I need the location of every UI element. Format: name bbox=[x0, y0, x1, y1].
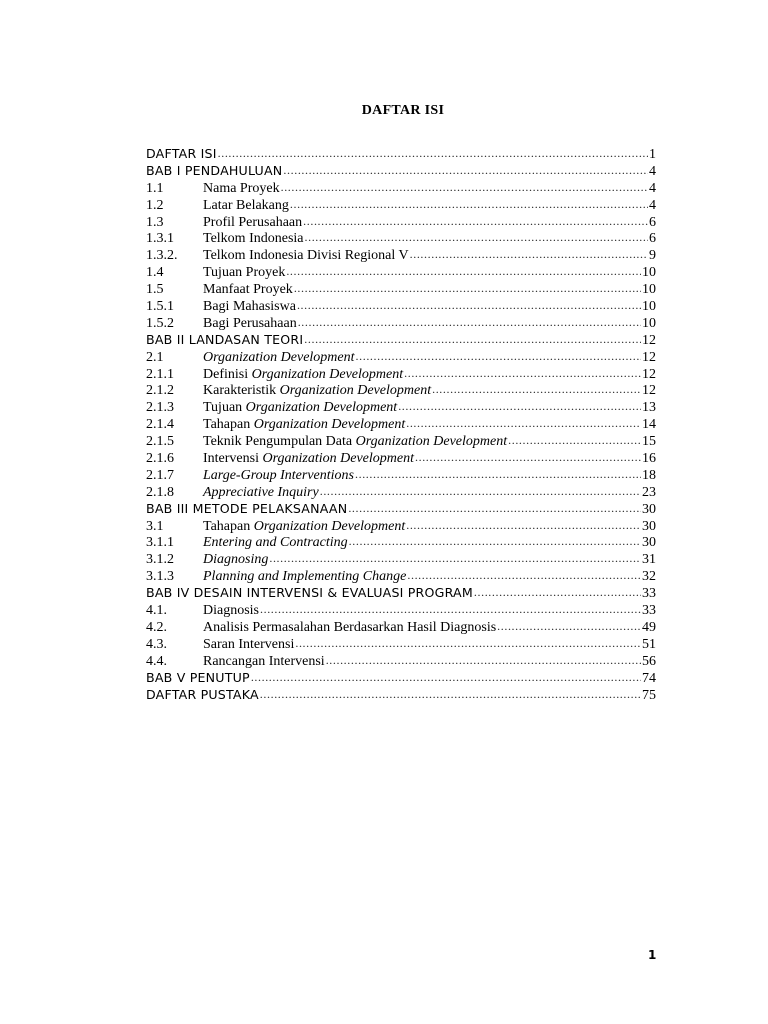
toc-dot-leader bbox=[508, 432, 641, 449]
toc-entry-page: 12 bbox=[642, 332, 656, 348]
toc-dot-leader bbox=[297, 297, 641, 314]
toc-entry-title-part: BAB I PENDAHULUAN bbox=[146, 162, 283, 178]
toc-dot-leader bbox=[286, 263, 641, 280]
toc-entry-page: 30 bbox=[642, 518, 656, 534]
toc-entry-title-part: Teknik Pengumpulan Data bbox=[203, 434, 356, 450]
toc-dot-leader bbox=[260, 686, 641, 703]
toc-entry-number: 1.4 bbox=[146, 265, 164, 281]
toc-entry bbox=[146, 687, 656, 704]
toc-entry-title bbox=[203, 316, 297, 333]
toc-entry-page: 14 bbox=[642, 417, 656, 433]
toc-entry-title-part: Large-Group Interventions bbox=[203, 467, 354, 483]
page-title: DAFTAR ISI bbox=[361, 103, 445, 118]
toc-entry-page: 31 bbox=[642, 552, 656, 568]
toc-entry-title-part: BAB IV DESAIN INTERVENSI & EVALUASI PROGRAM bbox=[146, 585, 473, 601]
toc-entry bbox=[146, 551, 656, 568]
toc-entry bbox=[146, 349, 656, 366]
toc-entry-title-part: Organization Development bbox=[245, 400, 398, 416]
toc-entry-title bbox=[203, 299, 296, 316]
toc-dot-leader bbox=[404, 365, 641, 382]
toc-entry-number: 2.1.6 bbox=[146, 451, 174, 467]
toc-dot-leader bbox=[294, 280, 641, 297]
toc-entry-title-part: DAFTAR PUSTAKA bbox=[146, 686, 259, 702]
toc-entry-title bbox=[203, 485, 319, 502]
toc-entry-page: 12 bbox=[642, 349, 656, 365]
toc-entry-title-part: Organization Development bbox=[253, 518, 406, 534]
toc-entry-title-part: Nama Proyek bbox=[203, 180, 280, 196]
toc-entry-title bbox=[203, 417, 405, 434]
toc-entry-page: 51 bbox=[642, 636, 656, 652]
toc-dot-leader bbox=[281, 179, 648, 196]
toc-entry bbox=[146, 230, 656, 247]
toc-entry-title-part: Rancangan Intervensi bbox=[203, 653, 325, 669]
toc-entry-title-part: BAB V PENUTUP bbox=[146, 669, 250, 685]
toc-entry bbox=[146, 585, 656, 602]
toc-entry-number: 3.1.1 bbox=[146, 535, 174, 551]
toc-entry-title-part: Karakteristik bbox=[203, 383, 280, 399]
toc-entry-number: 1.1 bbox=[146, 180, 164, 196]
toc-entry bbox=[146, 180, 656, 197]
toc-dot-leader bbox=[283, 162, 648, 179]
toc-entry-number: 2.1.4 bbox=[146, 417, 174, 433]
toc-dot-leader bbox=[290, 196, 648, 213]
toc-chapter-title bbox=[146, 501, 347, 518]
toc-entry-title-part: BAB II LANDASAN TEORI bbox=[146, 331, 304, 347]
toc-entry bbox=[146, 501, 656, 518]
toc-dot-leader bbox=[474, 584, 641, 601]
toc-entry bbox=[146, 366, 656, 383]
page-number: 1 bbox=[648, 948, 657, 962]
toc-dot-leader bbox=[303, 213, 648, 230]
toc-entry-page: 32 bbox=[642, 569, 656, 585]
toc-entry bbox=[146, 163, 656, 180]
toc-chapter-title bbox=[146, 670, 250, 687]
toc-chapter-title bbox=[146, 332, 303, 349]
toc-dot-leader bbox=[398, 398, 641, 415]
toc-entry-page: 12 bbox=[642, 366, 656, 382]
toc-entry-title bbox=[203, 350, 355, 367]
toc-dot-leader bbox=[305, 229, 649, 246]
toc-entry bbox=[146, 602, 656, 619]
toc-dot-leader bbox=[298, 314, 641, 331]
toc-entry-number: 2.1 bbox=[146, 349, 164, 365]
toc-entry-title-part: Entering and Contracting bbox=[203, 535, 348, 551]
toc-entry bbox=[146, 670, 656, 687]
toc-entry-title bbox=[203, 231, 304, 248]
toc-dot-leader bbox=[415, 449, 641, 466]
toc-entry-title-part: Organization Development bbox=[253, 417, 406, 433]
toc-entry-page: 10 bbox=[642, 265, 656, 281]
toc-entry-number: 2.1.3 bbox=[146, 400, 174, 416]
toc-entry-title-part: Bagi Mahasiswa bbox=[203, 299, 296, 315]
toc-entry-number: 1.5.1 bbox=[146, 299, 174, 315]
toc-entry-page: 1 bbox=[649, 147, 656, 162]
toc-entry-title-part: Organization Development bbox=[355, 434, 508, 450]
toc-entry-page: 6 bbox=[649, 214, 656, 230]
toc-entry bbox=[146, 146, 656, 163]
toc-entry bbox=[146, 619, 656, 636]
toc-entry bbox=[146, 433, 656, 450]
toc-dot-leader bbox=[348, 500, 641, 517]
toc-entry-title bbox=[203, 637, 294, 654]
toc-entry bbox=[146, 399, 656, 416]
toc-entry-page: 13 bbox=[642, 400, 656, 416]
toc-dot-leader bbox=[251, 669, 641, 686]
toc-entry-title-part: Organization Development bbox=[203, 349, 355, 365]
toc-entry-number: 4.2. bbox=[146, 619, 167, 635]
toc-dot-leader bbox=[432, 381, 641, 398]
toc-entry-page: 33 bbox=[642, 603, 656, 619]
toc-entry-page: 16 bbox=[642, 451, 656, 467]
toc-entry bbox=[146, 636, 656, 653]
toc-entry-title-part: Diagnosis bbox=[203, 603, 259, 619]
toc-entry-title-part: Planning and Implementing Change bbox=[203, 569, 407, 585]
toc-entry-title bbox=[203, 265, 285, 282]
toc-entry-title bbox=[203, 198, 289, 215]
toc-entry bbox=[146, 281, 656, 298]
toc-entry-page: 23 bbox=[642, 484, 656, 500]
toc-dot-leader bbox=[406, 517, 641, 534]
toc-entry bbox=[146, 298, 656, 315]
toc-entry bbox=[146, 450, 656, 467]
toc-chapter-title bbox=[146, 146, 217, 163]
toc-entry-title-part: Tujuan Proyek bbox=[203, 265, 286, 281]
toc-dot-leader bbox=[295, 635, 641, 652]
toc-entry-title-part: Profil Perusahaan bbox=[203, 214, 303, 230]
toc-entry-number: 2.1.5 bbox=[146, 434, 174, 450]
toc-entry-title-part: Analisis Permasalahan Berdasarkan Hasil Diagnosis bbox=[203, 619, 497, 635]
toc-entry-title-part: Definisi bbox=[203, 366, 252, 382]
toc-entry-number: 4.1. bbox=[146, 603, 167, 619]
toc-dot-leader bbox=[355, 466, 641, 483]
toc-entry-page: 33 bbox=[642, 586, 656, 602]
toc-dot-leader bbox=[406, 415, 641, 432]
toc-entry bbox=[146, 247, 656, 264]
toc-entry-number: 3.1.2 bbox=[146, 552, 174, 568]
toc-entry bbox=[146, 518, 656, 535]
toc-entry-number: 2.1.1 bbox=[146, 366, 174, 382]
toc-entry bbox=[146, 332, 656, 349]
toc-entry-title-part: Manfaat Proyek bbox=[203, 282, 293, 298]
toc-entry bbox=[146, 416, 656, 433]
toc-entry-title-part: Organization Development bbox=[251, 366, 404, 382]
toc-entry-page: 18 bbox=[642, 467, 656, 483]
toc-entry-title-part: Diagnosing bbox=[203, 552, 269, 568]
toc-entry bbox=[146, 653, 656, 670]
toc-entry-title bbox=[203, 383, 431, 400]
toc-entry-page: 15 bbox=[642, 434, 656, 450]
toc-entry-title-part: Tahapan bbox=[203, 518, 254, 534]
toc-entry-number: 1.5.2 bbox=[146, 315, 174, 331]
toc-entry bbox=[146, 197, 656, 214]
toc-entry-number: 2.1.8 bbox=[146, 484, 174, 500]
toc-entry-number: 3.1.3 bbox=[146, 569, 174, 585]
toc-entry-title-part: Organization Development bbox=[279, 383, 432, 399]
toc-dot-leader bbox=[349, 533, 641, 550]
toc-entry-title-part: Appreciative Inquiry bbox=[203, 484, 319, 500]
toc-entry-number: 1.3.1 bbox=[146, 231, 174, 247]
toc-entry bbox=[146, 467, 656, 484]
toc-entry-page: 10 bbox=[642, 299, 656, 315]
toc-entry-page: 74 bbox=[642, 670, 656, 686]
toc-dot-leader bbox=[356, 348, 641, 365]
toc-entry bbox=[146, 534, 656, 551]
toc-entry-page: 10 bbox=[642, 315, 656, 331]
toc-entry-number: 1.2 bbox=[146, 197, 164, 213]
toc-entry bbox=[146, 214, 656, 231]
toc-entry-title-part: BAB III METODE PELAKSANAAN bbox=[146, 500, 348, 516]
toc-entry-number: 4.4. bbox=[146, 653, 167, 669]
toc-entry-page: 9 bbox=[649, 248, 656, 264]
toc-entry-page: 49 bbox=[642, 619, 656, 635]
toc-entry-title-part: Bagi Perusahaan bbox=[203, 315, 297, 331]
toc-chapter-title bbox=[146, 163, 282, 180]
toc-chapter-title bbox=[146, 585, 473, 602]
toc-entry-title bbox=[203, 367, 403, 384]
toc-entry-title bbox=[203, 552, 268, 569]
toc-entry-page: 6 bbox=[649, 231, 656, 247]
toc-dot-leader bbox=[304, 331, 641, 348]
toc-dot-leader bbox=[326, 652, 641, 669]
toc-entry-number: 3.1 bbox=[146, 518, 164, 534]
toc-entry-number: 2.1.7 bbox=[146, 467, 174, 483]
toc-entry-page: 4 bbox=[649, 197, 656, 213]
toc-entry-title bbox=[203, 282, 293, 299]
toc-entry-title bbox=[203, 400, 397, 417]
toc-entry bbox=[146, 568, 656, 585]
toc-entry-number: 1.3 bbox=[146, 214, 164, 230]
toc-dot-leader bbox=[497, 618, 641, 635]
toc-entry-number: 1.5 bbox=[146, 282, 164, 298]
toc-dot-leader bbox=[269, 550, 641, 567]
toc-entry-page: 30 bbox=[642, 501, 656, 517]
toc-entry bbox=[146, 315, 656, 332]
toc-entry-title-part: Telkom Indonesia Divisi Regional V bbox=[203, 248, 409, 264]
toc-entry-title bbox=[203, 603, 259, 620]
toc-entry-title-part: Tahapan bbox=[203, 417, 254, 433]
toc-dot-leader bbox=[218, 145, 648, 162]
toc-entry-page: 75 bbox=[642, 687, 656, 703]
toc-entry-page: 4 bbox=[649, 180, 656, 196]
toc-entry-page: 10 bbox=[642, 282, 656, 298]
toc-entry-number: 1.3.2. bbox=[146, 248, 178, 264]
toc-entry bbox=[146, 484, 656, 501]
toc-entry-page: 4 bbox=[649, 163, 656, 179]
toc-entry-page: 12 bbox=[642, 383, 656, 399]
toc-dot-leader bbox=[410, 246, 648, 263]
toc-entry bbox=[146, 264, 656, 281]
toc-entry bbox=[146, 382, 656, 399]
toc-entry-title-part: Telkom Indonesia bbox=[203, 231, 304, 247]
toc-entry-title bbox=[203, 215, 302, 232]
toc-chapter-title bbox=[146, 687, 259, 704]
toc-dot-leader bbox=[320, 483, 641, 500]
toc-entry-title bbox=[203, 181, 280, 198]
toc-entry-title-part: Saran Intervensi bbox=[203, 636, 295, 652]
table-of-contents bbox=[146, 146, 656, 703]
toc-entry-title-part: DAFTAR ISI bbox=[146, 146, 217, 161]
toc-entry-number: 2.1.2 bbox=[146, 383, 174, 399]
toc-entry-title bbox=[203, 569, 406, 586]
toc-entry-title-part: Organization Development bbox=[262, 451, 414, 467]
toc-entry-title-part: Latar Belakang bbox=[203, 197, 289, 213]
toc-dot-leader bbox=[407, 567, 641, 584]
toc-entry-title-part: Tujuan bbox=[203, 400, 246, 416]
toc-entry-page: 30 bbox=[642, 535, 656, 551]
toc-dot-leader bbox=[260, 601, 641, 618]
toc-entry-number: 4.3. bbox=[146, 636, 167, 652]
toc-entry-page: 56 bbox=[642, 653, 656, 669]
toc-entry-title-part: Intervensi bbox=[203, 451, 263, 467]
